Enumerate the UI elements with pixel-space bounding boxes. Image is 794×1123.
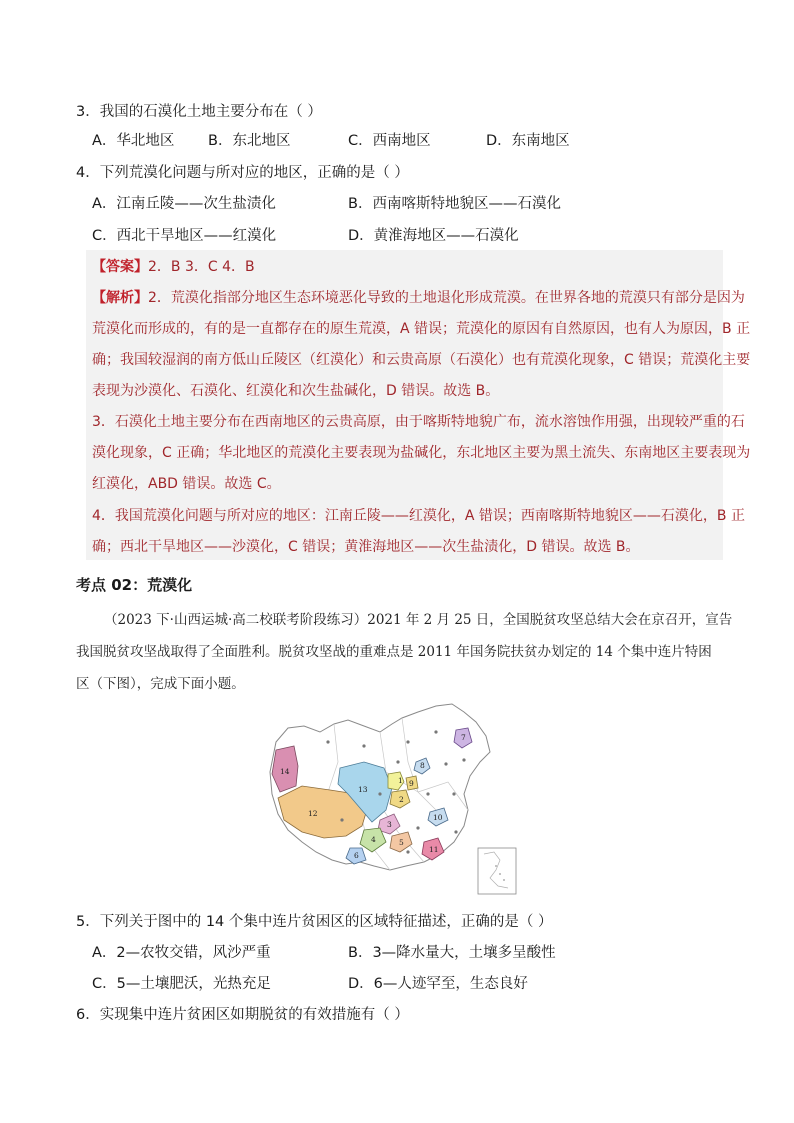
analysis-line: 红漠化，ABD 错误。故选 C。 bbox=[92, 476, 281, 492]
china-poverty-regions-map bbox=[268, 702, 524, 898]
analysis-line: 4．我国荒漠化问题与所对应的地区：江南丘陵——红漠化，A 错误；西南喀斯特地貌区——石漠化，B 正 bbox=[92, 508, 745, 524]
map-label-10: 10 bbox=[433, 813, 443, 822]
china-map-svg bbox=[268, 702, 524, 898]
map-label-11: 11 bbox=[429, 845, 439, 854]
question-3-option-c: C．西南地区 bbox=[348, 133, 431, 149]
map-label-7: 7 bbox=[461, 733, 466, 742]
section-title: 考点 02：荒漠化 bbox=[76, 576, 193, 594]
map-label-8: 8 bbox=[420, 761, 425, 770]
question-3-option-a: A．华北地区 bbox=[92, 133, 175, 149]
question-5-option-c: C．5—土壤肥沃，光热充足 bbox=[92, 976, 271, 992]
question-5-option-b: B．3—降水量大，土壤多呈酸性 bbox=[348, 945, 556, 961]
analysis-line: 确；我国较湿润的南方低山丘陵区（红漠化）和云贵高原（石漠化）也有荒漠化现象，C 错误；荒漠化主要 bbox=[92, 352, 751, 368]
analysis-line: 漠化现象，C 正确；华北地区的荒漠化主要表现为盐碱化，东北地区主要为黑土流失、东南地区主要表现为 bbox=[92, 445, 751, 461]
map-label-5: 5 bbox=[399, 838, 404, 847]
map-label-6: 6 bbox=[354, 851, 359, 860]
answer-text: 2．B 3．C 4．B bbox=[148, 259, 255, 275]
question-4-option-c: C．西北干旱地区——红漠化 bbox=[92, 228, 277, 244]
analysis-line: 确；西北干旱地区——沙漠化，C 错误；黄淮海地区——次生盐渍化，D 错误。故选 B。 bbox=[92, 539, 640, 555]
map-label-9: 9 bbox=[409, 779, 414, 788]
analysis-line: 3．石漠化土地主要分布在西南地区的云贵高原，由于喀斯特地貌广布，流水溶蚀作用强，出现较严重的石 bbox=[92, 414, 745, 430]
question-6-stem: 6．实现集中连片贫困区如期脱贫的有效措施有（ ） bbox=[76, 1007, 409, 1023]
analysis-text: 2．荒漠化指部分地区生态环境恶化导致的土地退化形成荒漠。在世界各地的荒漠只有部分是因为 bbox=[148, 290, 745, 306]
analysis-line: 荒漠化而形成的，有的是一直都存在的原生荒漠，A 错误；荒漠化的原因有自然原因，也有人为原因，B 正 bbox=[92, 321, 751, 337]
south-china-sea-inset bbox=[478, 848, 516, 894]
section-intro-line: 我国脱贫攻坚战取得了全面胜利。脱贫攻坚战的重难点是 2011 年国务院扶贫办划定的 14 个集中连片特困 bbox=[76, 644, 712, 660]
analysis-line bbox=[92, 288, 745, 308]
section-intro-line: 区（下图），完成下面小题。 bbox=[76, 676, 245, 692]
section-intro-line: （2023 下·山西运城·高二校联考阶段练习）2021 年 2 月 25 日，全国脱贫攻坚总结大会在京召开，宣告 bbox=[104, 612, 733, 628]
map-label-14: 14 bbox=[280, 767, 290, 776]
map-label-13: 13 bbox=[358, 785, 368, 794]
question-3-stem: 3．我国的石漠化土地主要分布在（ ） bbox=[76, 104, 322, 120]
question-5-option-d: D．6—人迹罕至，生态良好 bbox=[348, 976, 528, 992]
question-4-option-a: A．江南丘陵——次生盐渍化 bbox=[92, 196, 276, 212]
question-4-stem: 4．下列荒漠化问题与所对应的地区，正确的是（ ） bbox=[76, 165, 409, 181]
map-label-1: 1 bbox=[398, 776, 403, 785]
question-4-option-b: B．西南喀斯特地貌区——石漠化 bbox=[348, 196, 561, 212]
analysis-line: 表现为沙漠化、石漠化、红漠化和次生盐碱化，D 错误。故选 B。 bbox=[92, 383, 500, 399]
map-label-3: 3 bbox=[387, 820, 392, 829]
question-4-option-d: D．黄淮海地区——石漠化 bbox=[348, 228, 519, 244]
map-label-2: 2 bbox=[399, 795, 404, 804]
analysis-tag: 【解析】 bbox=[92, 290, 148, 306]
map-label-12: 12 bbox=[308, 809, 318, 818]
question-5-option-a: A．2—农牧交错，风沙严重 bbox=[92, 945, 271, 961]
question-5-stem: 5．下列关于图中的 14 个集中连片贫困区的区域特征描述，正确的是（ ） bbox=[76, 914, 553, 930]
answer-line bbox=[92, 257, 255, 277]
answer-tag: 【答案】 bbox=[92, 259, 148, 275]
map-label-4: 4 bbox=[371, 835, 376, 844]
question-3-option-b: B．东北地区 bbox=[208, 133, 291, 149]
question-3-option-d: D．东南地区 bbox=[486, 133, 570, 149]
